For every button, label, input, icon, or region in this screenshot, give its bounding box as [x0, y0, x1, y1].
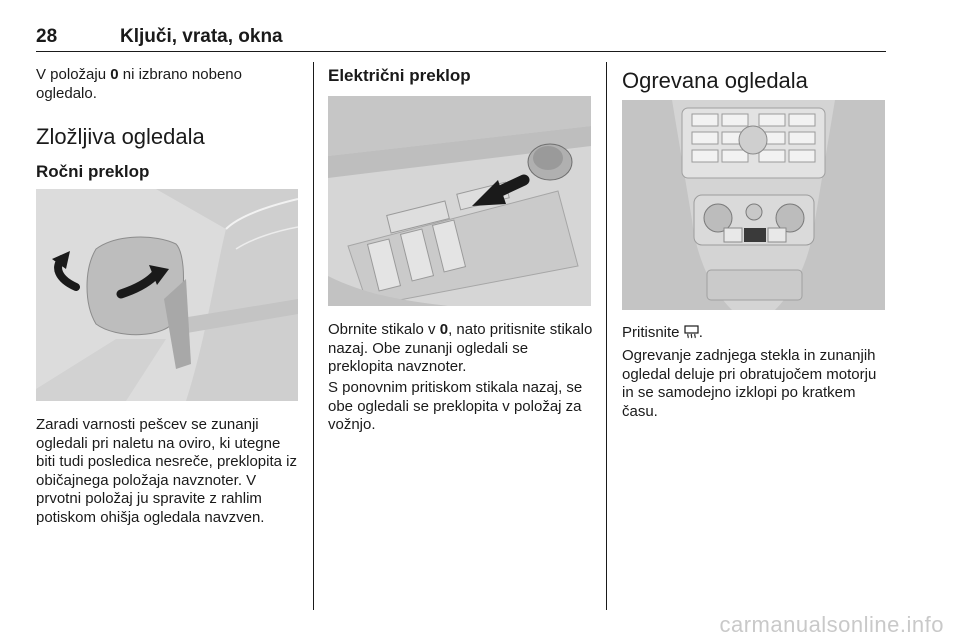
heated-mirror-icon: [684, 324, 699, 339]
heated-mirrors-paragraph-2: Ogrevanje zadnjega stekla in zunanjih ogledal deluje pri obratujočem motorju in se samodejno izklopi po kratkem času.: [622, 347, 877, 420]
page-number: 28: [36, 26, 58, 47]
manual-fold-illustration: [36, 189, 298, 401]
subsection-title-electric: Električni preklop: [328, 66, 471, 85]
electric-fold-paragraph-2: S ponovnim pritiskom stikala nazaj, se obe ogledali se preklopita v položaj za vožnjo.: [328, 379, 583, 433]
electric-fold-paragraph-1: Obrnite stikalo v 0, nato pritisnite stikalo nazaj. Obe zunanji ogledali se preklopita navznoter.: [328, 321, 593, 375]
page-header: [36, 26, 886, 52]
heated-mirrors-paragraph-1: Pritisnite .: [622, 324, 703, 341]
chapter-title: Ključi, vrata, okna: [120, 26, 283, 47]
section-title-heated-mirrors: Ogrevana ogledala: [622, 68, 808, 93]
section-title-folding-mirrors: Zložljiva ogledala: [36, 124, 205, 149]
subsection-title-manual: Ročni preklop: [36, 162, 150, 181]
column-divider: [606, 62, 607, 610]
mirror-switch-illustration: [328, 96, 591, 306]
heated-mirror-console-illustration: [622, 100, 885, 310]
watermark: carmanualsonline.info: [719, 612, 944, 637]
intro-paragraph: V položaju 0 ni izbrano nobeno ogledalo.: [36, 66, 242, 102]
column-divider: [313, 62, 314, 610]
manual-fold-paragraph: Zaradi varnosti pešcev se zunanji ogledali pri naletu na oviro, ki utegne biti tudi posledica nesreče, preklopita iz običajnega položaja navznoter. V prvotni položaj ju spravite z rahlim potiskom ohišja ogledala navzven.: [36, 416, 297, 526]
